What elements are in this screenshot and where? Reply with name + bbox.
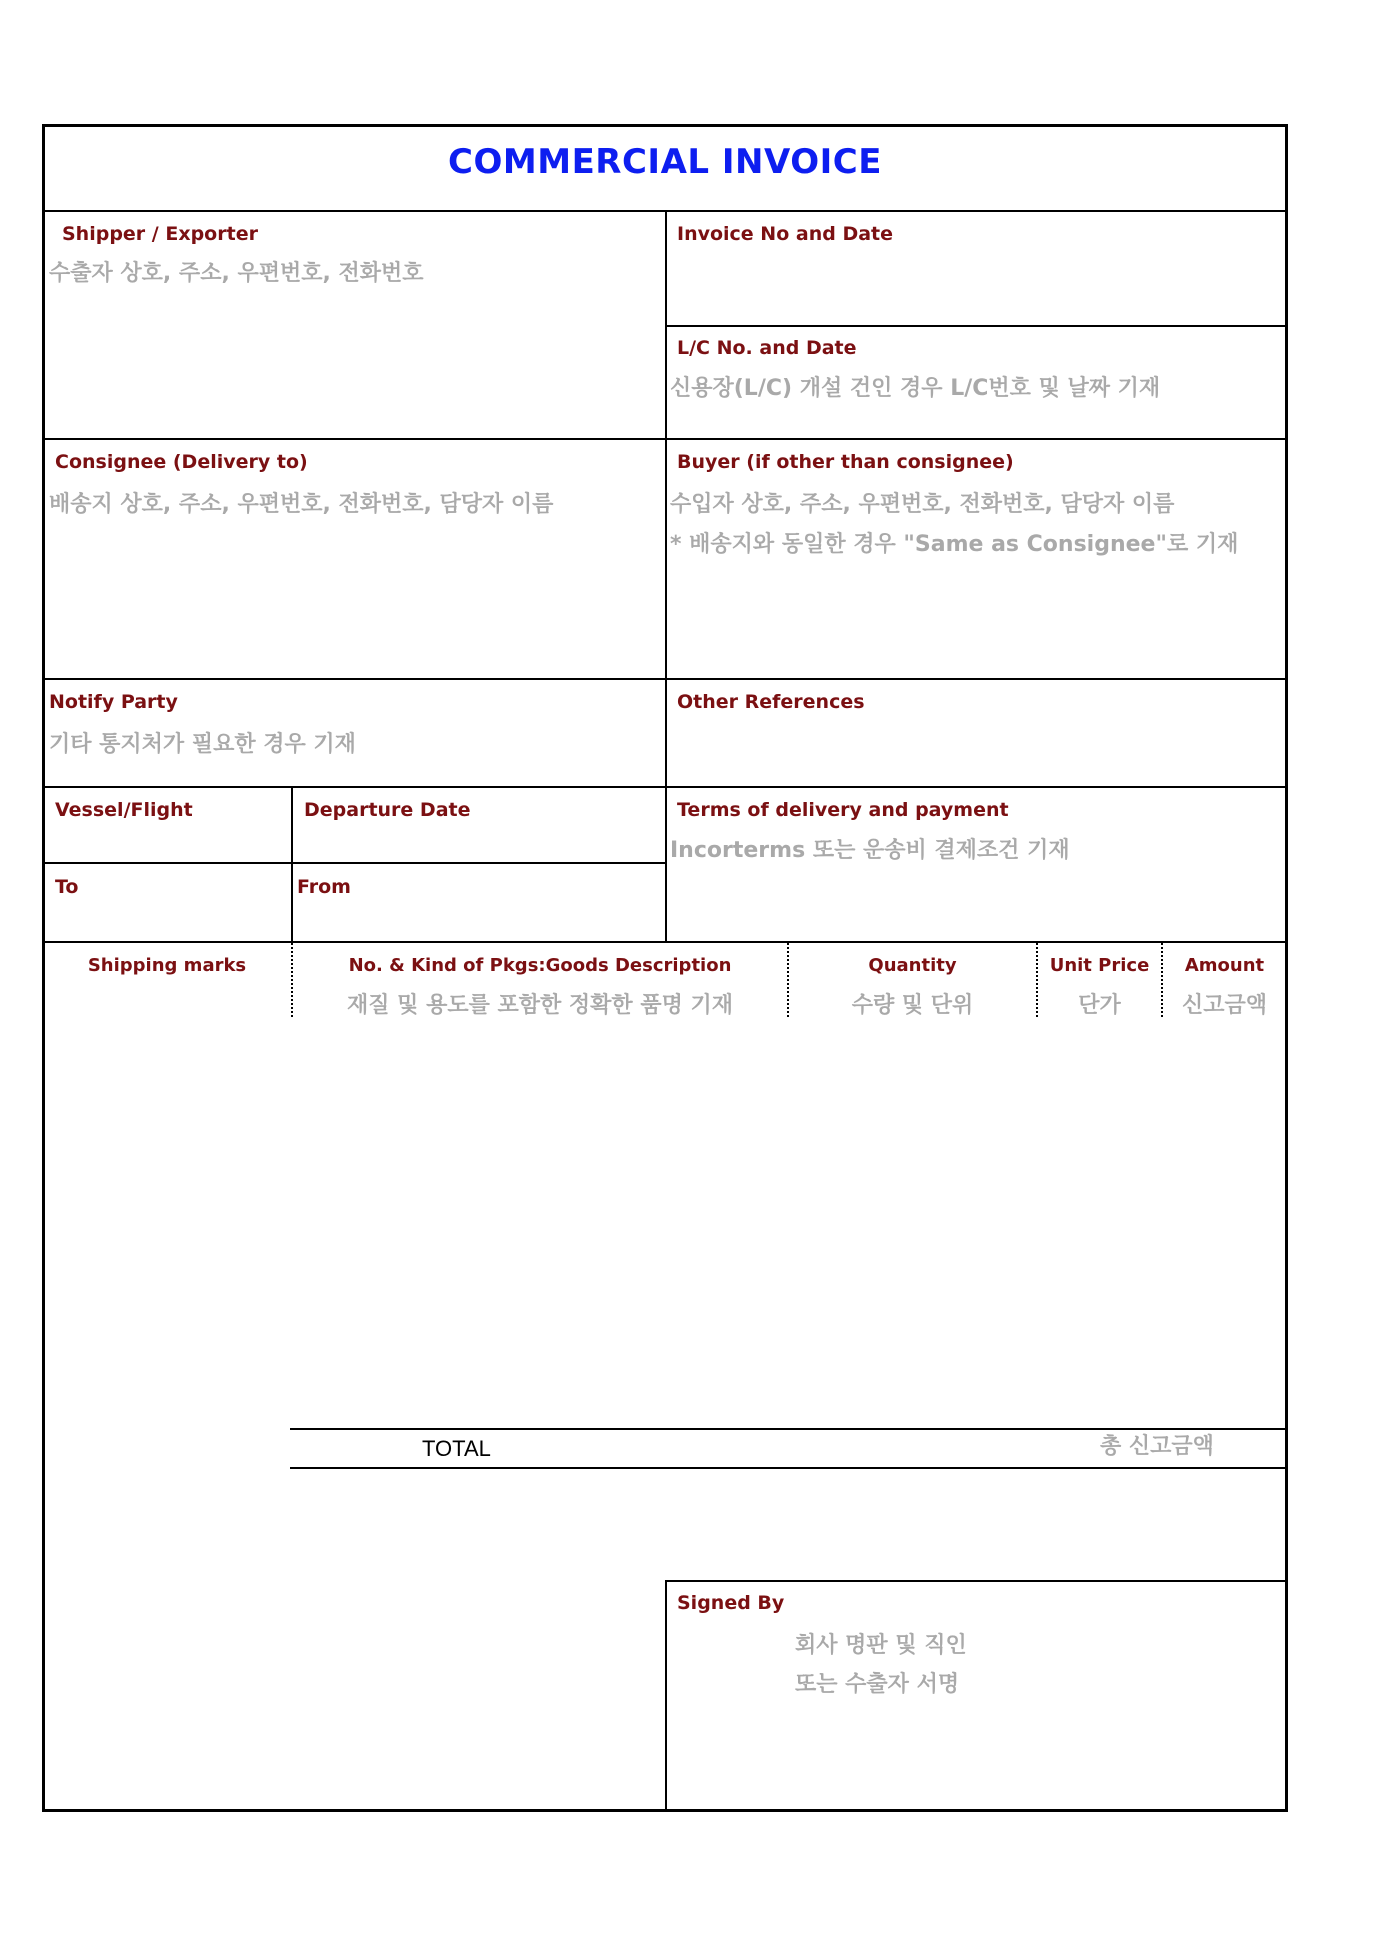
divider xyxy=(42,941,1288,943)
divider xyxy=(665,325,1288,327)
departure-label: Departure Date xyxy=(304,799,471,821)
lc-label: L/C No. and Date xyxy=(677,337,857,359)
shipper-label: Shipper / Exporter xyxy=(62,223,258,245)
invoice-no-label: Invoice No and Date xyxy=(677,223,894,245)
quantity-header: Quantity xyxy=(868,955,957,976)
consignee-hint[interactable]: 배송지 상호, 주소, 우편번호, 전화번호, 담당자 이름 xyxy=(49,492,554,517)
divider xyxy=(665,210,667,941)
amount-header: Amount xyxy=(1184,955,1265,976)
notify-label: Notify Party xyxy=(49,691,178,713)
shipper-hint[interactable]: 수출자 상호, 주소, 우편번호, 전화번호 xyxy=(49,261,424,286)
page-title: COMMERCIAL INVOICE xyxy=(448,142,882,182)
signed-by-hint-2: 또는 수출자 서명 xyxy=(795,1672,960,1697)
quantity-hint[interactable]: 수량 및 단위 xyxy=(851,993,974,1018)
divider xyxy=(665,1580,1288,1582)
signed-by-hint[interactable]: 회사 명판 및 직인 xyxy=(795,1633,967,1658)
total-amount-hint[interactable]: 총 신고금액 xyxy=(1100,1434,1214,1459)
from-label: From xyxy=(297,876,351,898)
divider xyxy=(290,1467,1288,1469)
description-hint[interactable]: 재질 및 용도를 포함한 정확한 품명 기재 xyxy=(347,993,733,1018)
buyer-same-note: * 배송지와 동일한 경우 "Same as Consignee"로 기재 xyxy=(670,532,1239,557)
terms-hint[interactable]: Incorterms 또는 운송비 결제조건 기재 xyxy=(670,838,1070,863)
vessel-label: Vessel/Flight xyxy=(55,799,193,821)
unit-price-header: Unit Price xyxy=(1049,955,1150,976)
total-label: TOTAL xyxy=(422,1436,491,1461)
to-label: To xyxy=(55,876,79,898)
shipping-marks-header: Shipping marks xyxy=(87,955,247,976)
divider xyxy=(665,1580,667,1812)
notify-hint[interactable]: 기타 통지처가 필요한 경우 기재 xyxy=(49,732,356,757)
lc-hint[interactable]: 신용장(L/C) 개설 건인 경우 L/C번호 및 날짜 기재 xyxy=(670,376,1161,401)
signed-by-label: Signed By xyxy=(677,1592,785,1614)
buyer-hint[interactable]: 수입자 상호, 주소, 우편번호, 전화번호, 담당자 이름 xyxy=(670,492,1175,517)
terms-label: Terms of delivery and payment xyxy=(677,799,1009,821)
description-header: No. & Kind of Pkgs:Goods Description xyxy=(348,955,732,976)
divider xyxy=(291,786,293,941)
other-references-label: Other References xyxy=(677,691,865,713)
consignee-label: Consignee (Delivery to) xyxy=(55,451,308,473)
unit-price-hint[interactable]: 단가 xyxy=(1078,993,1121,1018)
divider xyxy=(42,862,665,864)
buyer-label: Buyer (if other than consignee) xyxy=(677,451,1014,473)
amount-hint[interactable]: 신고금액 xyxy=(1181,993,1267,1018)
